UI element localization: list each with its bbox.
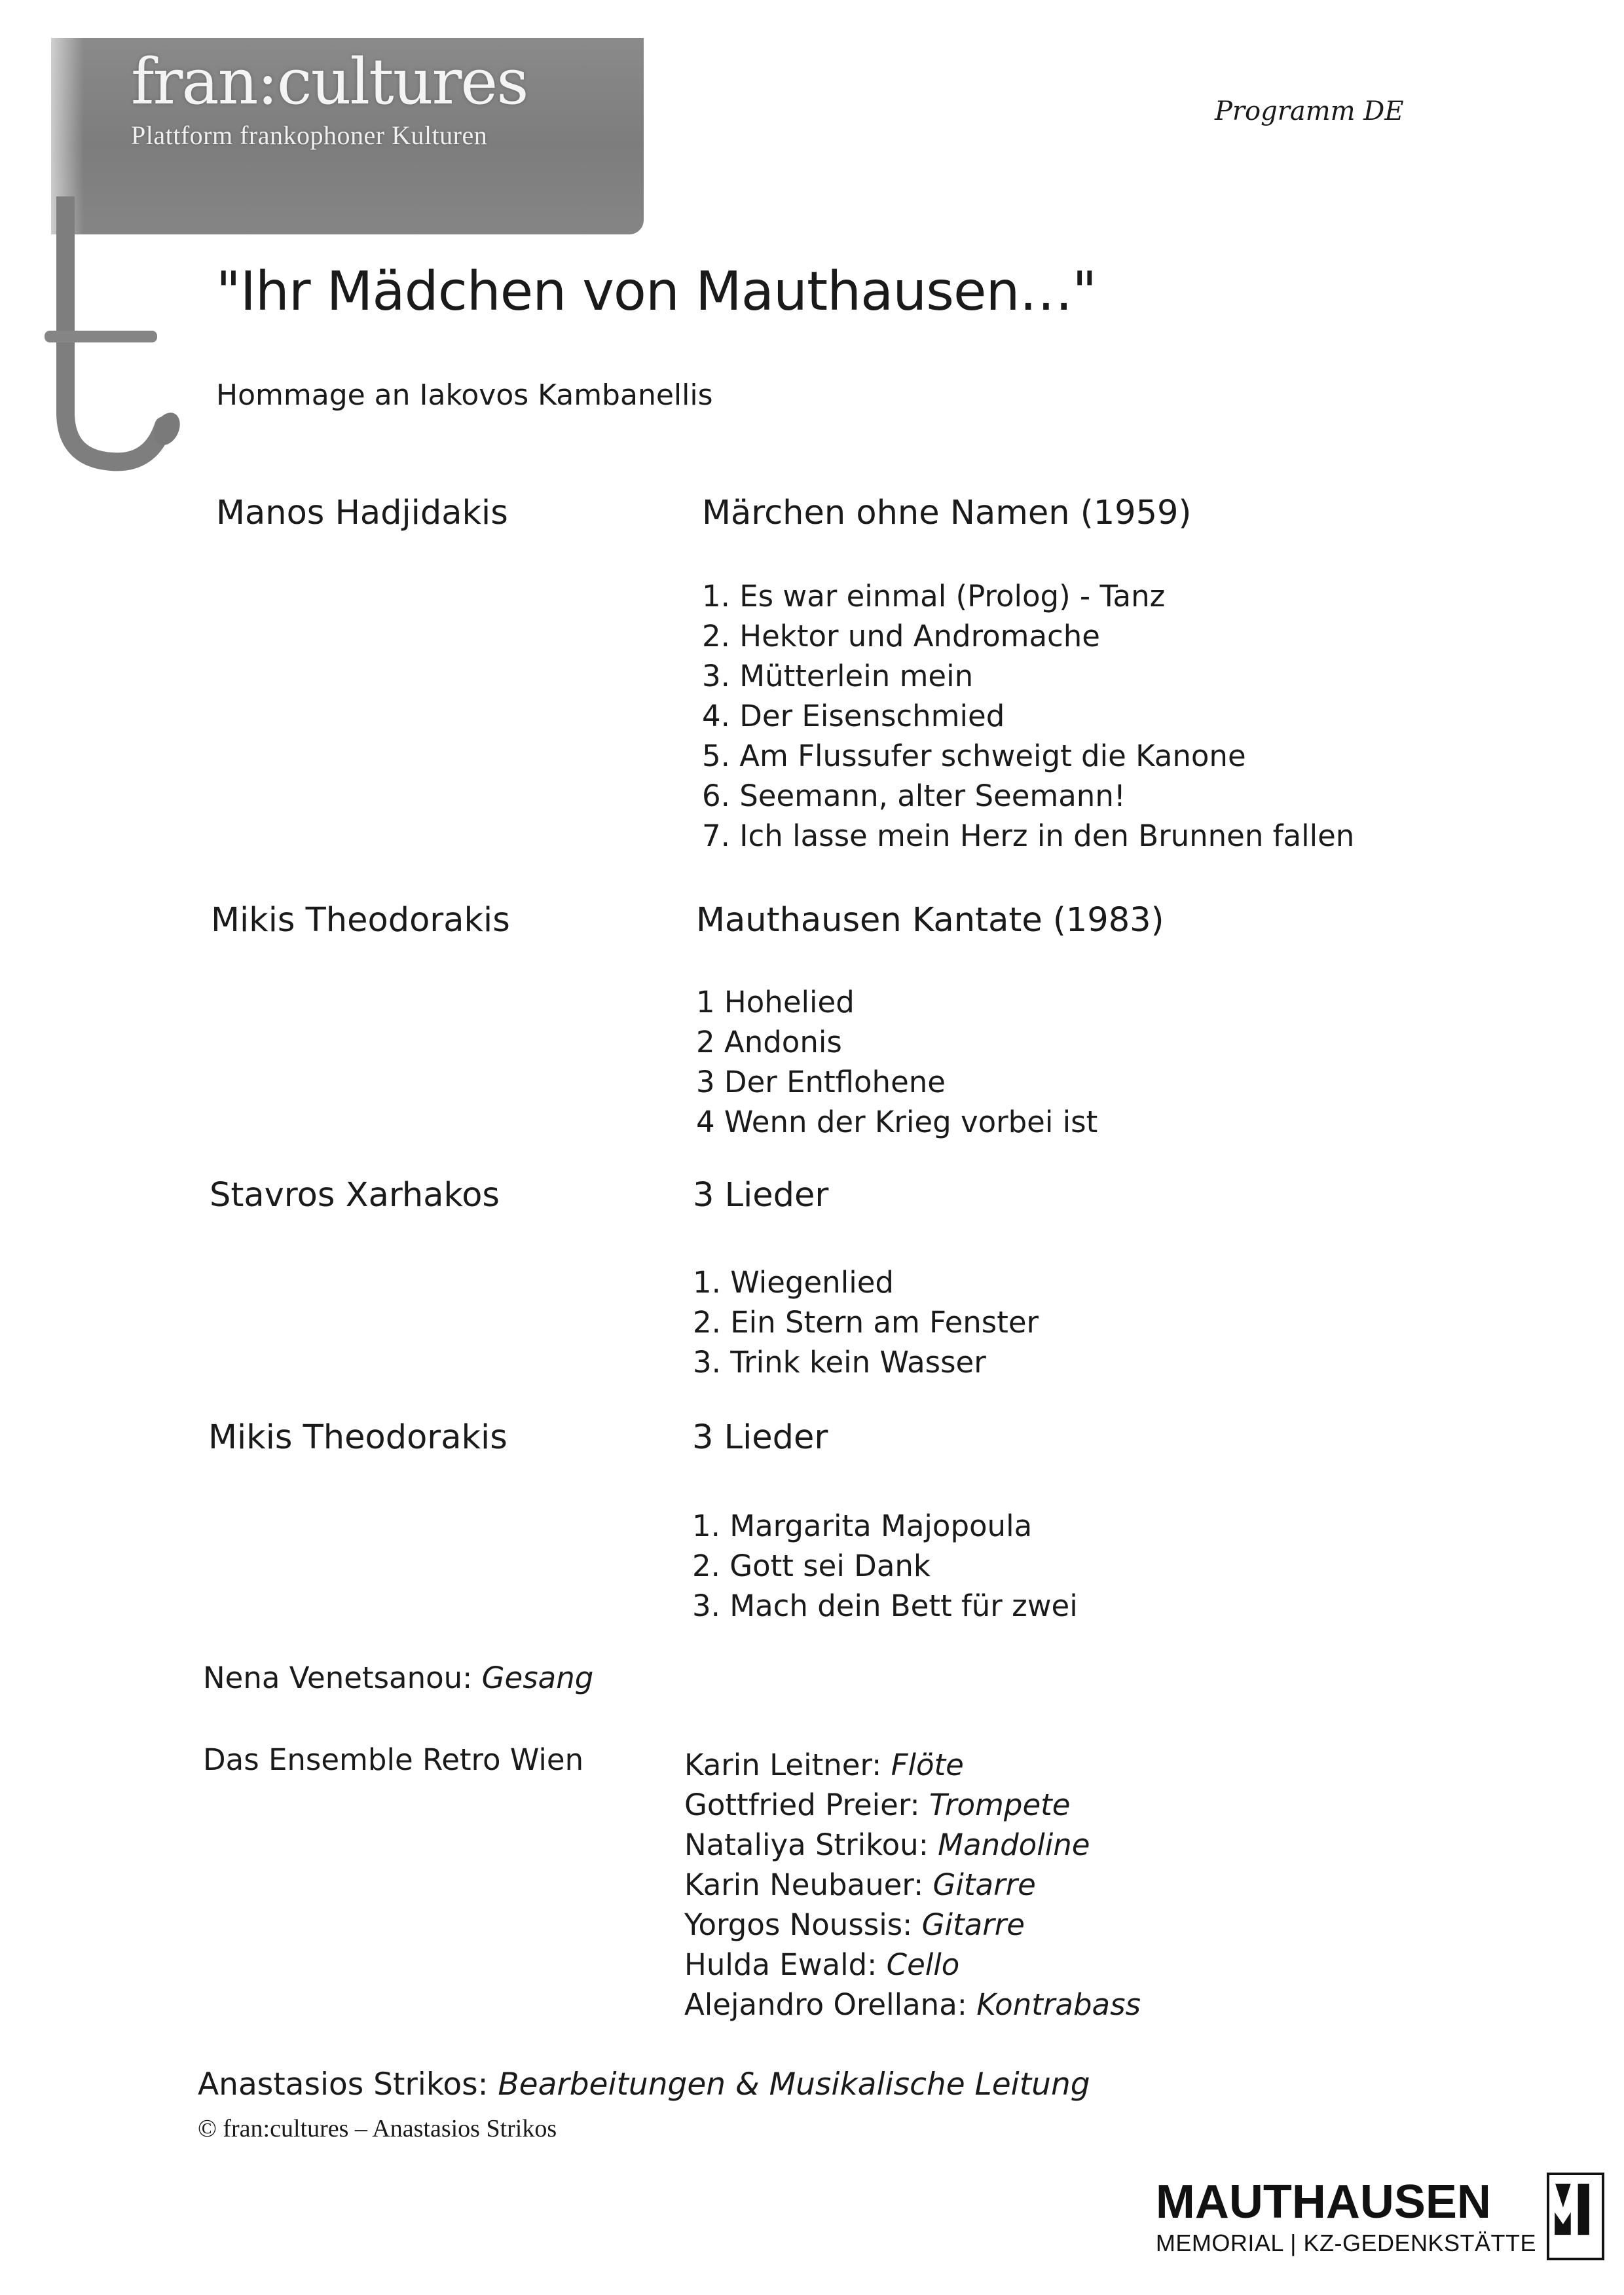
list-item: 2. Hektor und Andromache	[702, 619, 1100, 653]
work-title: 3 Lieder	[692, 1418, 828, 1457]
list-item: 1. Margarita Majopoula	[692, 1509, 1033, 1543]
page-title: "Ihr Mädchen von Mauthausen…"	[216, 261, 1097, 323]
performer-name: Karin Neubauer:	[684, 1867, 924, 1902]
performer-name: Nena Venetsanou:	[203, 1661, 473, 1695]
mauthausen-logo-name: MAUTHAUSEN	[1155, 2176, 1491, 2228]
piece-list	[702, 576, 1354, 856]
list-item: 3. Mach dein Bett für zwei	[692, 1588, 1078, 1623]
performer-name: Hulda Ewald:	[684, 1947, 877, 1982]
performer-role: Mandoline	[938, 1827, 1090, 1862]
logo-tagline: Plattform frankophoner Kulturen	[131, 120, 488, 150]
list-item: 4 Wenn der Krieg vorbei ist	[696, 1105, 1098, 1139]
logo-name: fran:cultures	[131, 45, 528, 119]
composer-name: Manos Hadjidakis	[216, 494, 508, 532]
performer-name: Karin Leitner:	[684, 1748, 882, 1782]
logo-text-group	[131, 46, 635, 151]
list-item: 4. Der Eisenschmied	[702, 699, 1005, 733]
work-title: Märchen ohne Namen (1959)	[702, 494, 1192, 532]
page-subtitle: Hommage an Iakovos Kambanellis	[216, 378, 713, 412]
ensemble-member	[684, 1825, 1141, 1865]
list-item: 1 Hohelied	[696, 985, 855, 1019]
composer-name: Mikis Theodorakis	[208, 1418, 507, 1457]
composer-name: Mikis Theodorakis	[211, 901, 510, 940]
mauthausen-memorial-logo	[1156, 2173, 1604, 2260]
performer-name: Gottfried Preier:	[684, 1788, 920, 1822]
list-item: 5. Am Flussufer schweigt die Kanone	[702, 739, 1246, 773]
performer-role: Gitarre	[921, 1907, 1025, 1942]
mauthausen-logo-text	[1156, 2176, 1536, 2256]
list-item: 7. Ich lasse mein Herz in den Brunnen fallen	[702, 818, 1355, 853]
list-item: 3 Der Entflohene	[696, 1065, 946, 1099]
performer-name: Yorgos Noussis:	[684, 1907, 913, 1942]
performer-role: Kontrabass	[976, 1987, 1141, 2022]
performer-role: Cello	[886, 1947, 960, 1982]
ensemble-member	[684, 1985, 1141, 2025]
mauthausen-m-icon	[1547, 2173, 1604, 2260]
ensemble-member	[684, 1865, 1141, 1905]
ensemble-member	[684, 1745, 1141, 1785]
copyright-notice: © fran:cultures – Anastasios Strikos	[198, 2115, 557, 2142]
performer-role: Gesang	[481, 1661, 594, 1695]
ensemble-member	[684, 1945, 1141, 1985]
work-title: 3 Lieder	[693, 1176, 829, 1215]
piece-list	[692, 1506, 1078, 1626]
performer-role: Flöte	[891, 1748, 964, 1782]
list-item: 2. Ein Stern am Fenster	[693, 1305, 1039, 1340]
mauthausen-logo-subtitle: MEMORIAL | KZ-GEDENKSTÄTTE	[1155, 2230, 1536, 2256]
piece-list	[693, 1262, 1039, 1382]
performer-name: Nataliya Strikou:	[684, 1827, 929, 1862]
list-item: 2. Gott sei Dank	[692, 1549, 931, 1583]
programm-language-label: Programm DE	[1215, 96, 1404, 126]
ensemble-member	[684, 1785, 1141, 1825]
list-item: 1. Wiegenlied	[693, 1265, 894, 1300]
list-item: 6. Seemann, alter Seemann!	[702, 779, 1126, 813]
ensemble-name: Das Ensemble Retro Wien	[203, 1742, 584, 1777]
ensemble-list	[684, 1745, 1141, 2025]
singer-credit	[203, 1663, 593, 1693]
performer-role: Trompete	[929, 1788, 1071, 1822]
performer-name: Alejandro Orellana:	[684, 1987, 967, 2022]
performer-role: Bearbeitungen & Musikalische Leitung	[498, 2066, 1090, 2102]
performer-role: Gitarre	[932, 1867, 1036, 1902]
performer-name: Anastasios Strikos:	[198, 2066, 489, 2102]
list-item: 1. Es war einmal (Prolog) - Tanz	[702, 579, 1166, 614]
list-item: 3. Mütterlein mein	[702, 659, 974, 693]
list-item: 3. Trink kein Wasser	[693, 1345, 986, 1380]
list-item: 2 Andonis	[696, 1025, 842, 1059]
ensemble-member	[684, 1905, 1141, 1945]
francultures-t-ornament	[39, 196, 216, 471]
director-credit	[198, 2066, 1090, 2102]
piece-list	[696, 982, 1098, 1142]
work-title: Mauthausen Kantate (1983)	[696, 901, 1164, 940]
composer-name: Stavros Xarhakos	[210, 1176, 500, 1215]
